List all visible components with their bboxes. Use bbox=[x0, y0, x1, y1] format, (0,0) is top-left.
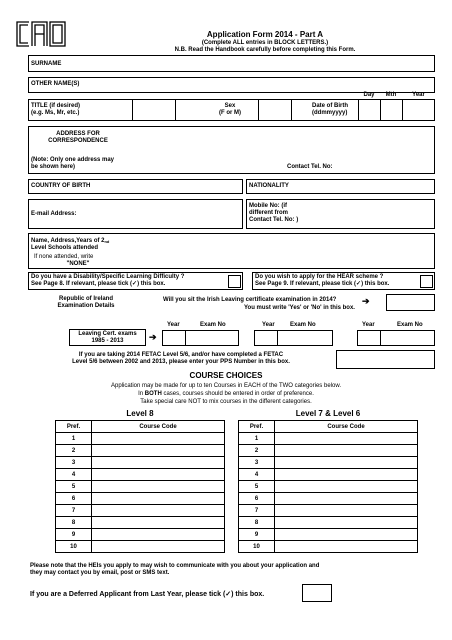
course-code-input[interactable] bbox=[92, 457, 225, 469]
pref-number: 10 bbox=[56, 541, 92, 553]
dob-year-label: Year bbox=[412, 92, 425, 98]
pref-number: 9 bbox=[239, 529, 275, 541]
leaving-cert-question-1: Will you sit the Irish Leaving certificate examination in 2014? bbox=[163, 297, 337, 303]
level-7-6-course-table bbox=[238, 420, 418, 553]
sex-label-2: (F or M) bbox=[219, 110, 241, 116]
course-row bbox=[56, 529, 225, 541]
course-code-input[interactable] bbox=[92, 517, 225, 529]
dob-day-label: Day bbox=[363, 92, 375, 98]
exam-2-year-input[interactable] bbox=[254, 330, 278, 346]
hear-label-2: See Page 9. If relevant, please tick (✓) this box. bbox=[255, 281, 390, 287]
hear-label-1: Do you wish to apply for the HEAR scheme ? bbox=[255, 274, 384, 280]
exam-1-number-input[interactable] bbox=[185, 330, 239, 346]
disability-tick-box[interactable] bbox=[228, 275, 241, 288]
pref-number: 6 bbox=[239, 493, 275, 505]
mobile-label-1: Mobile No: (if bbox=[249, 203, 287, 209]
level-8-heading: Level 8 bbox=[126, 409, 154, 418]
course-code-header: Course Code bbox=[92, 421, 225, 433]
pref-header: Pref. bbox=[56, 421, 92, 433]
dob-month-input[interactable] bbox=[380, 99, 403, 121]
course-row bbox=[239, 433, 418, 445]
level-8-course-table bbox=[55, 420, 225, 553]
disability-label-2: See Page 8. If relevant, please tick (✓) this box. bbox=[31, 281, 166, 287]
hear-tick-box[interactable] bbox=[420, 275, 433, 288]
deferred-applicant-label: If you are a Deferred Applicant from Last Year, please tick (✓) this box. bbox=[30, 591, 265, 598]
exam-1-year-input[interactable] bbox=[162, 330, 186, 346]
course-row bbox=[239, 481, 418, 493]
pref-number: 6 bbox=[56, 493, 92, 505]
course-row bbox=[239, 493, 418, 505]
course-code-input[interactable] bbox=[92, 481, 225, 493]
leaving-cert-exams-label-2: 1985 - 2013 bbox=[91, 338, 124, 344]
course-row bbox=[56, 433, 225, 445]
dob-year-input[interactable] bbox=[402, 99, 435, 121]
course-code-input[interactable] bbox=[92, 433, 225, 445]
contact-tel-label: Contact Tel. No: bbox=[287, 164, 333, 170]
other-names-field[interactable] bbox=[28, 77, 435, 93]
roi-label-2: Examination Details bbox=[57, 303, 115, 309]
course-choices-heading: COURSE CHOICES bbox=[189, 371, 263, 380]
surname-field[interactable] bbox=[28, 55, 435, 72]
hei-note-1: Please note that the HEIs you apply to may wish to communicate with you about your application and bbox=[30, 563, 320, 569]
address-note-2: be shown here) bbox=[31, 164, 76, 170]
course-code-input[interactable] bbox=[92, 529, 225, 541]
exam-no-label: Exam No bbox=[397, 322, 423, 328]
schools-label-3: If none attended, write bbox=[34, 254, 94, 260]
address-label-2: CORRESPONDENCE bbox=[48, 138, 108, 144]
course-choices-line-1: Application may be made for up to ten Courses in EACH of the TWO categories below. bbox=[110, 383, 341, 389]
address-label-1: ADDRESS FOR bbox=[56, 131, 100, 137]
pref-number: 4 bbox=[239, 469, 275, 481]
mobile-label-2: different from bbox=[249, 210, 288, 216]
form-subtitle: (Complete ALL entries in BLOCK LETTERS.) bbox=[201, 40, 329, 46]
course-code-input[interactable] bbox=[275, 469, 418, 481]
fetac-label-2: Level 5/6 between 2002 and 2013, please enter your PPS Number in this box. bbox=[72, 359, 290, 365]
pref-number: 7 bbox=[56, 505, 92, 517]
pref-number: 8 bbox=[239, 517, 275, 529]
pref-number: 10 bbox=[239, 541, 275, 553]
email-label: E-mail Address: bbox=[31, 211, 77, 217]
course-code-input[interactable] bbox=[275, 433, 418, 445]
pps-number-input[interactable] bbox=[336, 350, 435, 369]
pref-number: 7 bbox=[239, 505, 275, 517]
course-row bbox=[56, 541, 225, 553]
dob-label-1: Date of Birth bbox=[312, 103, 348, 109]
pref-number: 2 bbox=[56, 445, 92, 457]
sex-input[interactable] bbox=[258, 99, 292, 121]
title-label-2: (e.g. Ms, Mr, etc.) bbox=[31, 110, 80, 116]
course-row bbox=[56, 493, 225, 505]
course-row bbox=[56, 457, 225, 469]
course-code-input[interactable] bbox=[275, 505, 418, 517]
course-code-input[interactable] bbox=[275, 517, 418, 529]
pref-number: 3 bbox=[239, 457, 275, 469]
course-code-input[interactable] bbox=[275, 445, 418, 457]
course-row bbox=[239, 541, 418, 553]
course-code-input[interactable] bbox=[275, 529, 418, 541]
course-row bbox=[56, 469, 225, 481]
roi-label-1: Republic of Ireland bbox=[58, 296, 113, 302]
leaving-cert-yes-no-box[interactable] bbox=[386, 294, 435, 311]
arrow-right-icon: ➔ bbox=[362, 296, 370, 306]
course-choices-line-3: Take special care NOT to mix courses in the different categories. bbox=[140, 399, 312, 405]
form-note: N.B. Read the Handbook carefully before completing this Form. bbox=[174, 47, 356, 53]
level-7-6-heading: Level 7 & Level 6 bbox=[295, 409, 361, 418]
pref-number: 1 bbox=[56, 433, 92, 445]
form-title: Application Form 2014 - Part A bbox=[206, 30, 324, 39]
course-code-input[interactable] bbox=[92, 541, 225, 553]
arrow-right-icon: ➔ bbox=[149, 332, 157, 342]
exam-year-label: Year bbox=[262, 322, 275, 328]
schools-label-2: Level Schools attended bbox=[31, 245, 99, 251]
leaving-cert-exams-label-1: Leaving Cert. exams bbox=[78, 331, 137, 337]
schools-label-4: "NONE" bbox=[66, 261, 90, 267]
course-row bbox=[239, 457, 418, 469]
cao-logo-graphic bbox=[14, 19, 68, 49]
pref-header: Pref. bbox=[239, 421, 275, 433]
course-row bbox=[239, 445, 418, 457]
schools-label-1: Name, Address,Years of 2nd bbox=[31, 238, 110, 244]
course-code-input[interactable] bbox=[275, 457, 418, 469]
course-code-input[interactable] bbox=[275, 493, 418, 505]
cao-logo bbox=[14, 19, 68, 49]
course-row bbox=[56, 445, 225, 457]
course-code-input[interactable] bbox=[275, 541, 418, 553]
course-row bbox=[56, 505, 225, 517]
course-choices-line-2: In BOTH cases, courses should be entered in order of preference. bbox=[138, 391, 314, 397]
course-row bbox=[56, 517, 225, 529]
exam-no-label: Exam No bbox=[200, 322, 226, 328]
pref-number: 2 bbox=[239, 445, 275, 457]
dob-label-2: (ddmmyyyy) bbox=[312, 110, 348, 116]
exam-year-label: Year bbox=[362, 322, 375, 328]
pref-number: 8 bbox=[56, 517, 92, 529]
leaving-cert-question-2: You must write 'Yes' or 'No' in this box. bbox=[244, 305, 355, 311]
hei-note-2: they may contact you by email, post or SMS text. bbox=[30, 570, 170, 576]
exam-3-number-input[interactable] bbox=[380, 330, 435, 346]
pref-number: 5 bbox=[56, 481, 92, 493]
course-row bbox=[56, 481, 225, 493]
address-note-1: (Note: Only one address may bbox=[31, 157, 115, 163]
pref-number: 9 bbox=[56, 529, 92, 541]
pref-number: 5 bbox=[239, 481, 275, 493]
course-row bbox=[239, 505, 418, 517]
course-code-input[interactable] bbox=[92, 469, 225, 481]
course-code-header: Course Code bbox=[275, 421, 418, 433]
sex-label-1: Sex bbox=[224, 103, 236, 109]
pref-number: 4 bbox=[56, 469, 92, 481]
exam-no-label: Exam No bbox=[290, 322, 316, 328]
course-code-input[interactable] bbox=[92, 505, 225, 517]
course-row bbox=[239, 517, 418, 529]
exam-2-number-input[interactable] bbox=[277, 330, 333, 346]
course-code-input[interactable] bbox=[92, 445, 225, 457]
other-names-label: OTHER NAME(S) bbox=[31, 81, 80, 87]
exam-year-label: Year bbox=[167, 322, 180, 328]
pref-number: 1 bbox=[239, 433, 275, 445]
course-row bbox=[239, 469, 418, 481]
pref-number: 3 bbox=[56, 457, 92, 469]
exam-3-year-input[interactable] bbox=[357, 330, 381, 346]
course-code-input[interactable] bbox=[92, 493, 225, 505]
dob-month-label: Mth bbox=[385, 92, 397, 98]
title-label-1: TITLE (if desired) bbox=[31, 103, 81, 109]
fetac-label-1: If you are taking 2014 FETAC Level 5/6, and/or have completed a FETAC bbox=[78, 352, 284, 358]
surname-label: SURNAME bbox=[31, 61, 62, 67]
course-row bbox=[239, 529, 418, 541]
disability-label-1: Do you have a Disability/Specific Learning Difficulty ? bbox=[31, 274, 185, 280]
course-code-input[interactable] bbox=[275, 481, 418, 493]
deferred-tick-box[interactable] bbox=[302, 584, 332, 602]
country-of-birth-label: COUNTRY OF BIRTH bbox=[31, 183, 91, 189]
title-input[interactable] bbox=[132, 99, 176, 121]
dob-day-input[interactable] bbox=[358, 99, 381, 121]
mobile-label-3: Contact Tel. No: ) bbox=[249, 217, 299, 223]
nationality-label: NATIONALITY bbox=[249, 183, 289, 189]
